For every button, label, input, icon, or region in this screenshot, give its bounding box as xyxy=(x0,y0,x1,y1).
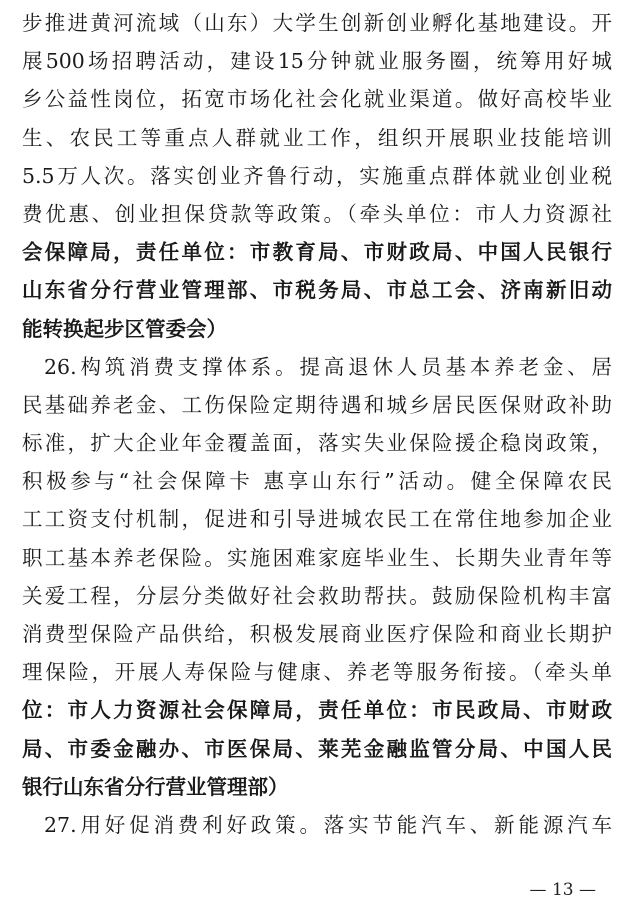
text-line: 步推进黄河流域（山东）大学生创新创业孵化基地建设。开 xyxy=(22,11,612,35)
text-line: 展500场招聘活动，建设15分钟就业服务圈，统筹用好城 xyxy=(22,49,612,74)
section-heading-line: 26.构筑消费支撑体系。提高退休人员基本养老金、居 xyxy=(44,354,612,379)
text-line: 理保险，开展人寿保险与健康、养老等服务衔接。（牵头单 xyxy=(22,660,612,685)
text-line: 工工资支付机制，促进和引导进城农民工在常住地参加企业 xyxy=(22,507,612,532)
text-line: 山东省分行营业管理部、市税务局、市总工会、济南新旧动 xyxy=(22,278,612,303)
text-line: 乡公益性岗位，拓宽市场化社会化就业渠道。做好高校毕业 xyxy=(22,87,612,112)
text-line: 消费型保险产品供给，积极发展商业医疗保险和商业长期护 xyxy=(22,622,612,646)
text-line: 标准，扩大企业年金覆盖面，落实失业保险援企稳岗政策， xyxy=(22,431,612,456)
text-line: 生、农民工等重点人群就业工作，组织开展职业技能培训 xyxy=(22,125,612,150)
page-number: — 13 — xyxy=(529,880,596,900)
section-heading-line: 27.用好促消费利好政策。落实节能汽车、新能源汽车 xyxy=(44,812,612,837)
text-line: 关爱工程，分层分类做好社会救助帮扶。鼓励保险机构丰富 xyxy=(22,583,612,608)
body-text xyxy=(22,4,612,844)
text-line: 职工基本养老保险。实施困难家庭毕业生、长期失业青年等 xyxy=(22,545,612,570)
text-line: 会保障局，责任单位：市教育局、市财政局、中国人民银行 xyxy=(22,240,612,265)
text-line: 民基础养老金、工伤保险定期待遇和城乡居民医保财政补助 xyxy=(22,392,612,417)
text-line: 位：市人力资源社会保障局，责任单位：市民政局、市财政 xyxy=(22,698,612,723)
text-line: 5.5万人次。落实创业齐鲁行动，实施重点群体就业创业税 xyxy=(22,163,612,188)
text-line: 银行山东省分行营业管理部） xyxy=(22,774,289,799)
text-line: 费优惠、创业担保贷款等政策。（牵头单位：市人力资源社 xyxy=(22,201,612,226)
text-line: 能转换起步区管委会） xyxy=(22,316,227,341)
text-line: 局、市委金融办、市医保局、莱芜金融监管分局、中国人民 xyxy=(22,736,612,761)
text-line: 积极参与“社会保障卡 惠享山东行”活动。健全保障农民 xyxy=(22,469,612,494)
